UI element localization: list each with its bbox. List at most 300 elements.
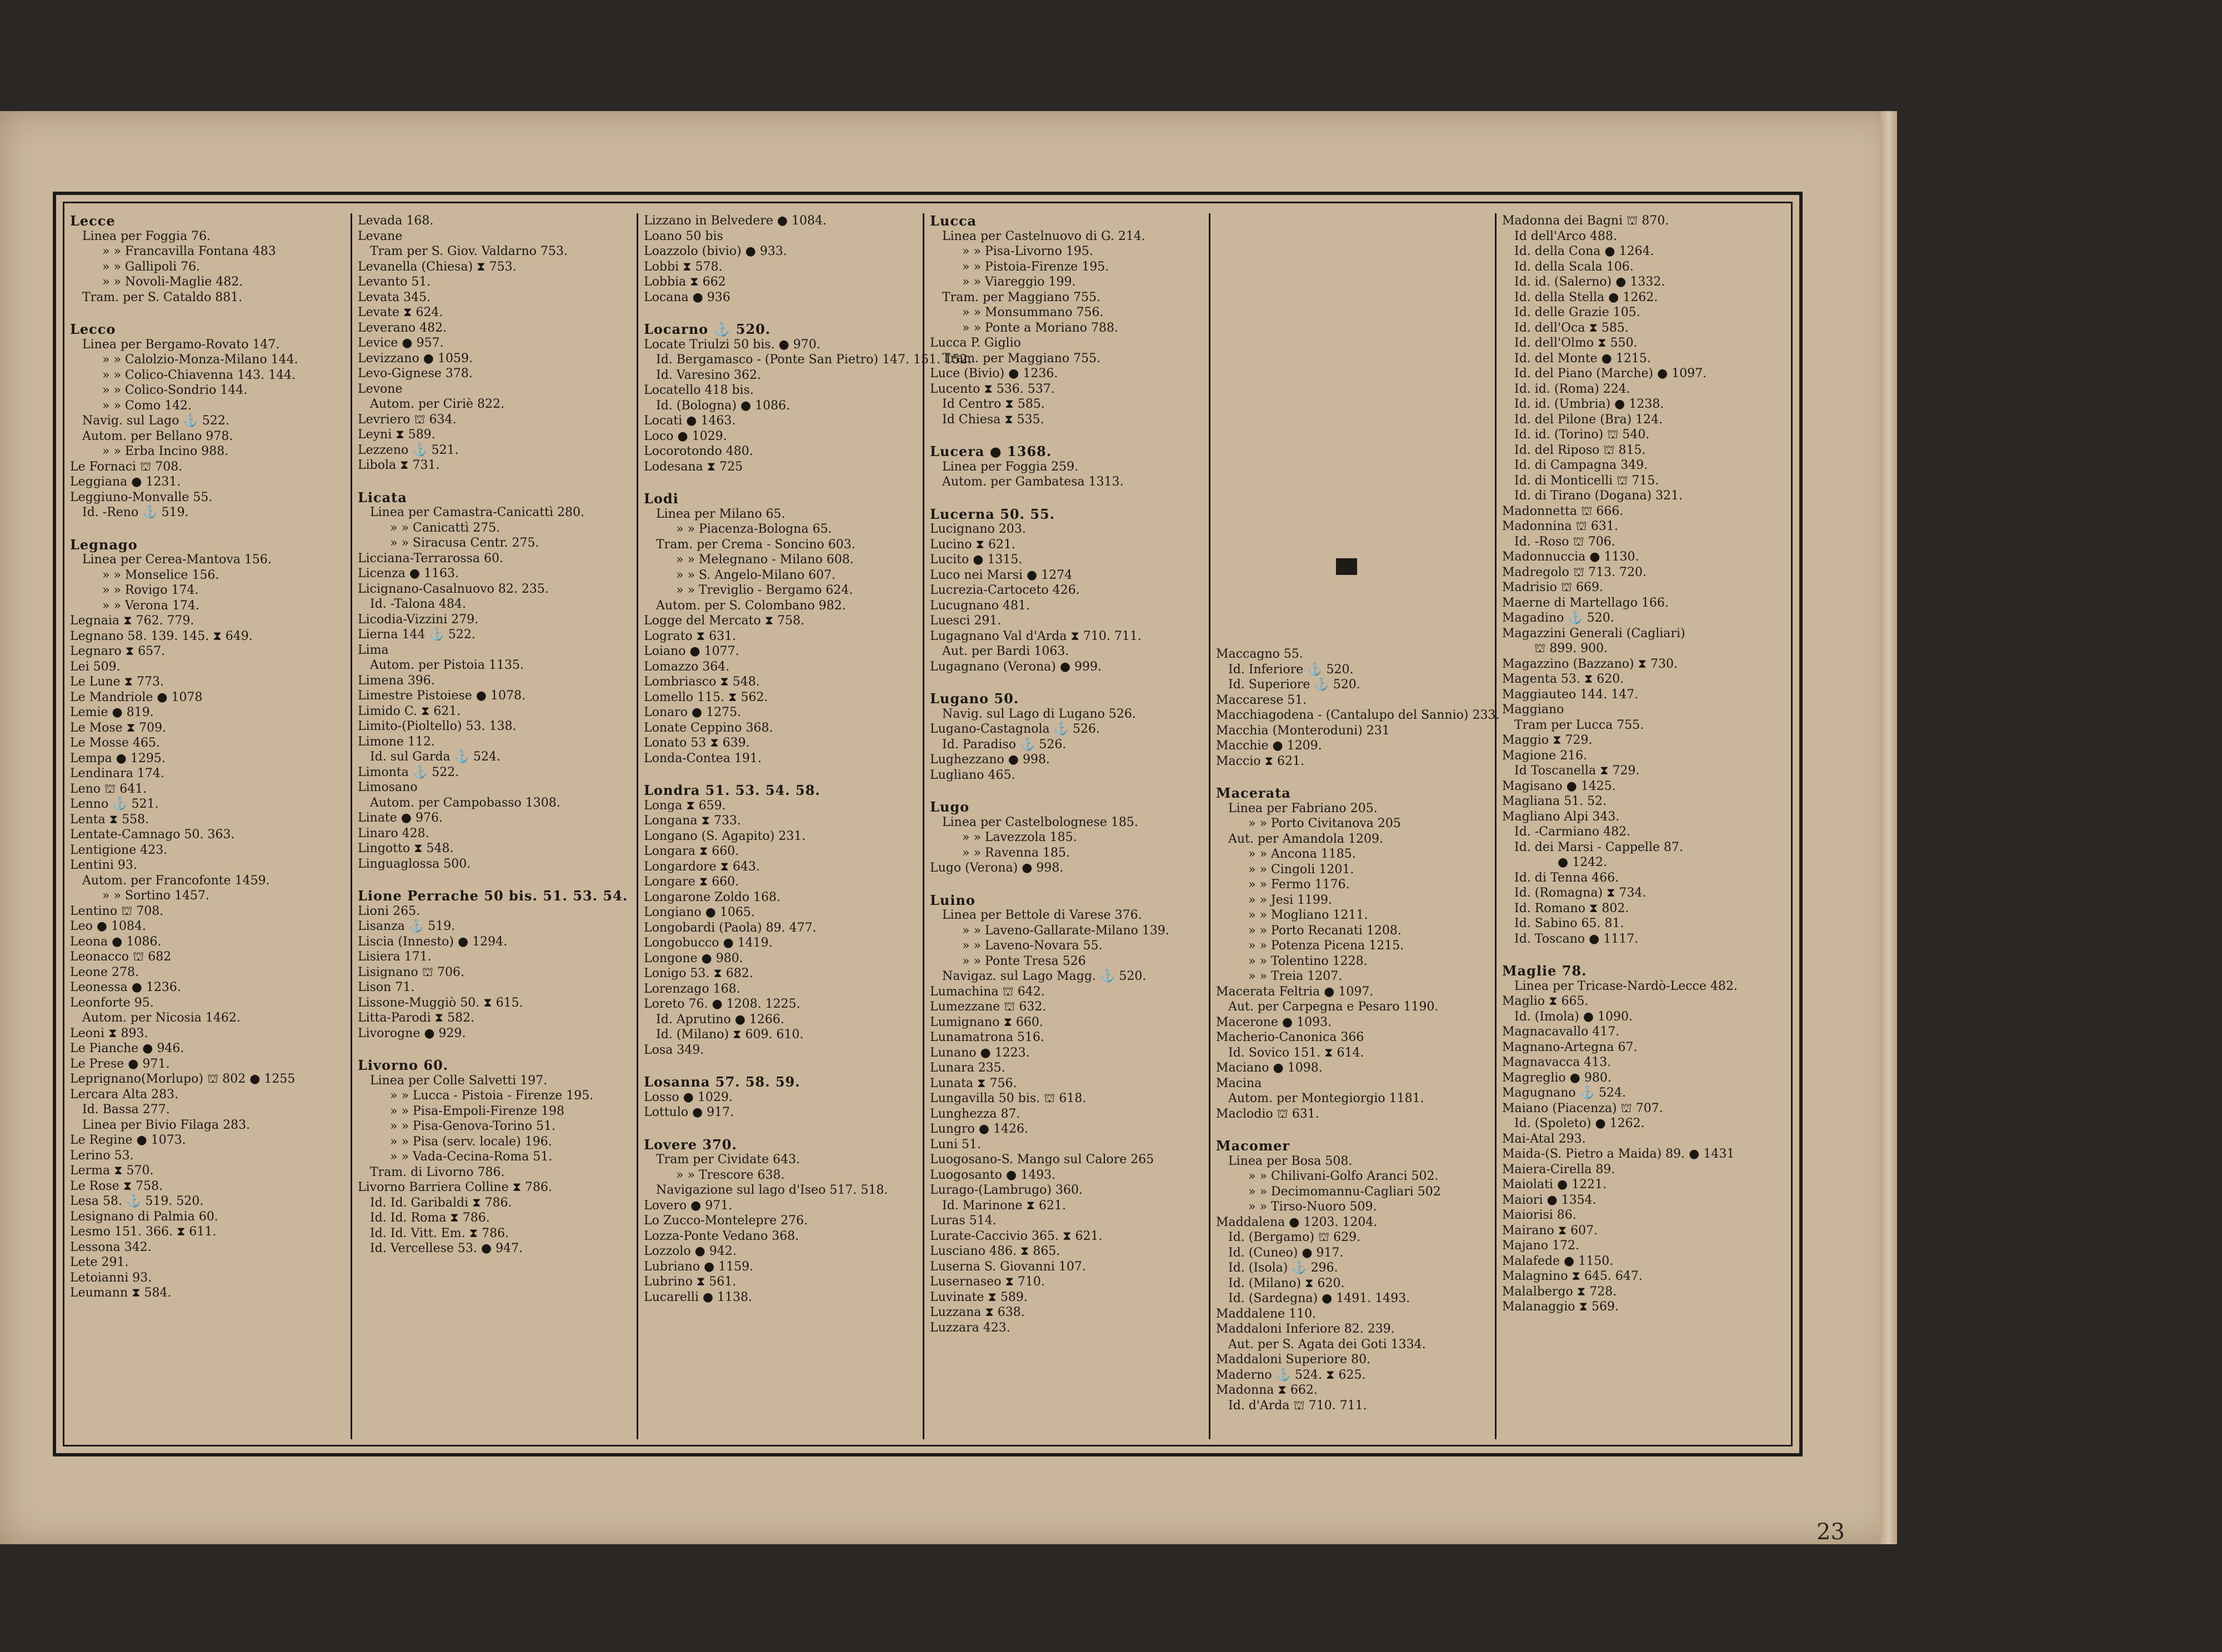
index-entry: Maida-(S. Pietro a Maida) 89. ● 1431 [1502, 1147, 1735, 1161]
index-entry: Locati ● 1463. [644, 414, 736, 428]
index-entry: Id. (Spoleto) ● 1262. [1514, 1117, 1645, 1130]
index-entry: Id. sul Garda ⚓ 524. [370, 750, 501, 764]
index-entry: Lunano ● 1223. [930, 1045, 1030, 1060]
index-entry: Lugo (Verona) ● 998. [930, 861, 1064, 875]
index-entry: Maggiauteo 144. 147. [1502, 687, 1639, 702]
index-entry: Lodesana ⧗ 725 [644, 459, 743, 474]
index-entry: Legnaro ⧗ 657. [70, 644, 166, 658]
index-entry: Id. Romano ⧗ 802. [1514, 901, 1629, 915]
index-entry: Lesa 58. ⚓ 519. 520. [70, 1194, 204, 1208]
book-page [0, 111, 1897, 1544]
index-entry: » » Como 142. [102, 398, 192, 413]
index-entry: Madonna dei Bagni ⛫ 870. [1502, 214, 1669, 228]
index-entry: » » Laveno-Novara 55. [962, 939, 1103, 953]
index-entry: Magugnano ⚓ 524. [1502, 1086, 1627, 1100]
index-entry: Lezzeno ⚓ 521. [358, 443, 459, 457]
index-entry: Limosano [358, 780, 418, 794]
index-entry: Id. di Tirano (Dogana) 321. [1514, 489, 1683, 503]
index-entry: Id Centro ⧗ 585. [942, 397, 1045, 411]
index-entry: Limena 396. [358, 673, 435, 688]
index-entry: » » Monsummano 756. [962, 306, 1104, 319]
index-entry: Le Lune ⧗ 773. [70, 675, 164, 689]
index-entry: Linea per Foggia 259. [942, 459, 1079, 474]
spacer [1216, 580, 1487, 597]
index-entry: » » Pisa-Livorno 195. [962, 244, 1093, 258]
index-entry: Le Fornaci ⛫ 708. [70, 459, 183, 474]
index-entry: Losa 349. [644, 1043, 704, 1057]
spacer [1216, 597, 1487, 613]
index-entry: » » S. Angelo-Milano 607. [676, 568, 836, 582]
index-entry: Tram per Lucca 755. [1514, 718, 1644, 732]
index-entry: Macchiagodena - (Cantalupo del Sannio) 233. [1216, 708, 1500, 722]
spacer [930, 490, 1200, 507]
index-entry: Linea per Foggia 76. [82, 229, 211, 243]
index-entry: Lioni 265. [358, 904, 421, 918]
index-entry: Tram. di Livorno 786. [370, 1165, 505, 1179]
index-entry: Id. (Milano) ⧗ 609. 610. [656, 1028, 804, 1042]
index-entry: Lozzolo ● 942. [644, 1244, 737, 1258]
index-entry: Id. id. (Umbria) ● 1238. [1514, 397, 1664, 411]
index-entry: » » Siracusa Centr. 275. [390, 536, 539, 550]
index-heading: Lucerna 50. 55. [930, 505, 1055, 522]
index-heading: Lecce [70, 213, 116, 229]
index-entry: Lessona 342. [70, 1240, 152, 1254]
spacer [1216, 330, 1487, 347]
index-entry: Maccarese 51. [1216, 693, 1307, 707]
index-entry: Luogosanto ● 1493. [930, 1168, 1056, 1182]
index-entry: Magazzini Generali (Cagliari) [1502, 626, 1685, 640]
index-entry: Lucito ● 1315. [930, 553, 1023, 567]
index-entry: Lendinara 174. [70, 767, 164, 780]
index-entry: Macerone ● 1093. [1216, 1015, 1332, 1029]
spacer [1216, 497, 1487, 513]
index-entry: Leona ● 1086. [70, 934, 162, 949]
index-entry: Licignano-Casalnuovo 82. 235. [358, 582, 549, 596]
spacer [1216, 230, 1487, 247]
index-heading: Locarno ⚓ 520. [644, 321, 771, 337]
index-entry: Levate ⧗ 624. [358, 306, 443, 319]
index-entry: Id. Bergamasco - (Ponte San Pietro) 147. 151. 152. [656, 353, 972, 367]
index-entry: Majano 172. [1502, 1239, 1579, 1253]
index-entry: Magliana 51. 52. [1502, 794, 1607, 808]
index-entry: Aut. per Amandola 1209. [1228, 832, 1383, 846]
index-entry: Lomello 115. ⧗ 562. [644, 690, 768, 704]
index-entry: Macina [1216, 1076, 1262, 1090]
index-entry: Id. -Reno ⚓ 519. [82, 505, 189, 519]
index-entry: Navigaz. sul Lago Magg. ⚓ 520. [942, 969, 1147, 983]
spacer [1216, 313, 1487, 330]
index-entry: Lurago-(Lambrugo) 360. [930, 1183, 1083, 1197]
index-entry: » » Calolzio-Monza-Milano 144. [102, 353, 298, 367]
index-entry: Linea per Milano 65. [656, 507, 785, 521]
spacer [358, 473, 628, 490]
index-entry: Id. -Talona 484. [370, 597, 467, 611]
index-entry: » » Jesi 1199. [1248, 893, 1333, 907]
index-entry: Maiera-Cirella 89. [1502, 1162, 1615, 1177]
index-entry: Lizzano in Belvedere ● 1084. [644, 214, 827, 228]
index-heading: Lugano 50. [930, 690, 1019, 707]
index-entry: » » Trescore 638. [676, 1168, 785, 1182]
index-entry: » » Fermo 1176. [1248, 878, 1350, 892]
spacer [1216, 630, 1487, 647]
index-entry: » » Treia 1207. [1248, 969, 1343, 983]
index-entry: Luce (Bivio) ● 1236. [930, 367, 1058, 381]
spacer [930, 674, 1200, 691]
index-entry: » » Pisa (serv. locale) 196. [390, 1134, 552, 1149]
index-heading: Losanna 57. 58. 59. [644, 1074, 800, 1090]
index-entry: Madonna ⧗ 662. [1216, 1383, 1318, 1397]
index-entry: Linea per Castelnuovo di G. 214. [942, 229, 1145, 243]
index-column-2 [351, 213, 634, 1439]
index-entry: Longobardi (Paola) 89. 477. [644, 920, 817, 935]
index-entry: Lumezzane ⛫ 632. [930, 1000, 1047, 1014]
index-entry: Lunara 235. [930, 1061, 1005, 1075]
index-entry: Luesci 291. [930, 614, 1002, 628]
index-heading: Legnago [70, 536, 138, 553]
index-entry: Linate ● 976. [358, 811, 443, 825]
index-entry: Lorenzago 168. [644, 982, 740, 996]
index-entry: Lonato 53 ⧗ 639. [644, 736, 750, 750]
index-entry: Linea per Colle Salvetti 197. [370, 1073, 548, 1088]
index-entry: Maggio ⧗ 729. [1502, 733, 1593, 747]
index-entry: Linea per Bettole di Varese 376. [942, 908, 1142, 922]
index-entry: Id. Paradiso ⚓ 526. [942, 737, 1067, 752]
index-entry: Id Chiesa ⧗ 535. [942, 412, 1044, 427]
index-entry: » » Tirso-Nuoro 509. [1248, 1200, 1377, 1214]
index-entry: Levo-Gignese 378. [358, 367, 473, 381]
spacer [1216, 413, 1487, 430]
index-entry: Lemie ● 819. [70, 705, 154, 719]
index-entry: Lubriano ● 1159. [644, 1259, 754, 1274]
index-entry: Maccio ⧗ 621. [1216, 754, 1304, 768]
index-entry: Levada 168. [358, 214, 434, 228]
index-entry: Leggiana ● 1231. [70, 475, 181, 489]
index-entry: Lombriasco ⧗ 548. [644, 675, 760, 689]
index-entry: Aut. per S. Agata dei Goti 1334. [1228, 1337, 1426, 1351]
index-entry: Lison 71. [358, 980, 415, 994]
index-entry: Maiori ● 1354. [1502, 1193, 1597, 1207]
index-entry: Lucugnano 481. [930, 598, 1030, 613]
page-frame [53, 192, 1803, 1456]
spacer [1502, 947, 1778, 963]
index-entry: » » Decimomannu-Cagliari 502 [1248, 1184, 1441, 1199]
index-entry: Magnacavallo 417. [1502, 1025, 1620, 1039]
index-entry: » » Lucca - Pistoia - Firenze 195. [390, 1089, 594, 1103]
index-entry: » » Potenza Picena 1215. [1248, 939, 1404, 953]
index-entry: Id. delle Grazie 105. [1514, 306, 1640, 319]
index-entry: Lentini 93. [70, 858, 137, 872]
index-entry: Id Toscanella ⧗ 729. [1514, 764, 1640, 778]
index-entry: Madonnetta ⛫ 666. [1502, 504, 1624, 518]
index-entry: Autom. per Gambatesa 1313. [942, 475, 1124, 489]
index-entry: Liscia (Innesto) ● 1294. [358, 934, 508, 949]
index-entry: Levata 345. [358, 290, 431, 304]
index-entry: Tram per S. Giov. Valdarno 753. [370, 244, 568, 258]
index-entry: Lunata ⧗ 756. [930, 1076, 1017, 1090]
spacer [358, 1041, 628, 1058]
index-entry: Leonacco ⛫ 682 [70, 950, 172, 964]
index-entry: Id. d'Arda ⛫ 710. 711. [1228, 1398, 1367, 1413]
index-entry: Maiano (Piacenza) ⛫ 707. [1502, 1101, 1663, 1115]
index-entry: Levizzano ● 1059. [358, 351, 473, 366]
index-entry: Linea per Camastra-Canicattì 280. [370, 505, 584, 519]
index-heading: Maglie 78. [1502, 963, 1587, 979]
spacer [930, 427, 1200, 444]
index-entry: Tram. per Crema - Soncino 603. [656, 537, 855, 552]
index-entry: Madrisio ⛫ 669. [1502, 580, 1604, 594]
index-entry: Aut. per Bardi 1063. [942, 644, 1069, 658]
index-entry: Lonate Ceppino 368. [644, 720, 773, 735]
index-entry: Linea per Bergamo-Rovato 147. [82, 337, 280, 352]
index-entry: Livorno Barriera Colline ⧗ 786. [358, 1180, 553, 1194]
index-entry: Linaro 428. [358, 826, 429, 840]
index-entry: Lucento ⧗ 536. 537. [930, 382, 1055, 396]
index-entry: Id. Toscano ● 1117. [1514, 932, 1639, 946]
index-entry: Lesmo 151. 366. ⧗ 611. [70, 1225, 217, 1239]
index-entry: Id. id. (Roma) 224. [1514, 382, 1630, 396]
index-entry: Limito-(Pioltello) 53. 138. [358, 719, 517, 733]
index-entry: Id. di Tenna 466. [1514, 870, 1619, 885]
index-entry: Id. (Milano) ⧗ 620. [1228, 1276, 1345, 1290]
index-heading: Livorno 60. [358, 1057, 449, 1073]
index-entry: » » Tolentino 1228. [1248, 954, 1368, 968]
index-entry: Levice ● 957. [358, 336, 444, 350]
index-entry: Id. Vercellese 53. ● 947. [370, 1241, 523, 1255]
index-entry: Luserna S. Giovanni 107. [930, 1259, 1086, 1274]
spacer [644, 474, 914, 491]
index-entry: Luzzara 423. [930, 1320, 1010, 1335]
index-entry: Malanaggio ⧗ 569. [1502, 1300, 1619, 1314]
spacer [1216, 213, 1487, 230]
index-entry: Lugliano 465. [930, 768, 1015, 782]
page-number: 23 [1816, 1519, 1845, 1545]
index-entry: Id. Id. Garibaldi ⧗ 786. [370, 1195, 512, 1210]
index-entry: Leprignano(Morlupo) ⛫ 802 ● 1255 [70, 1072, 296, 1086]
index-entry: Id. della Cona ● 1264. [1514, 244, 1654, 258]
index-entry: Maerne di Martellago 166. [1502, 595, 1669, 610]
index-entry: Luogosano-S. Mango sul Calore 265 [930, 1153, 1154, 1167]
index-entry: Madregolo ⛫ 713. 720. [1502, 565, 1647, 579]
index-entry: Lograto ⧗ 631. [644, 629, 737, 643]
index-entry: Macchia (Monteroduni) 231 [1216, 723, 1390, 738]
index-entry: Leone 278. [70, 965, 139, 979]
index-entry: Letoianni 93. [70, 1270, 152, 1285]
index-entry: Limone 112. [358, 734, 435, 749]
index-entry: Le Rose ⧗ 758. [70, 1179, 163, 1193]
spacer [1216, 613, 1487, 630]
index-entry: Levanella (Chiesa) ⧗ 753. [358, 259, 517, 274]
index-entry: Id. id. (Torino) ⛫ 540. [1514, 428, 1650, 442]
index-entry: Lobbi ⧗ 578. [644, 259, 723, 274]
index-entry: Lucrezia-Cartoceto 426. [930, 583, 1080, 597]
index-entry: Longara ⧗ 660. [644, 844, 739, 858]
index-entry: Linea per Fabriano 205. [1228, 801, 1378, 815]
index-entry: » » Ravenna 185. [962, 845, 1070, 860]
index-entry: Le Regine ● 1073. [70, 1133, 186, 1147]
index-entry: Maggiano [1502, 703, 1564, 717]
spacer [644, 305, 914, 322]
index-entry: Id. (Bologna) ● 1086. [656, 398, 790, 413]
index-entry: Lungro ● 1426. [930, 1122, 1028, 1136]
index-entry: Lonigo 53. ⧗ 682. [644, 967, 753, 980]
index-entry: Mai-Atal 293. [1502, 1132, 1586, 1146]
index-entry: Legnano 58. 139. 145. ⧗ 649. [70, 629, 253, 643]
index-entry: Id. della Stella ● 1262. [1514, 290, 1658, 304]
index-entry: Autom. per Bellano 978. [82, 429, 233, 443]
index-entry: Madonnina ⛫ 631. [1502, 519, 1618, 533]
index-entry: Tram per Cividate 643. [656, 1153, 800, 1167]
index-entry: Lusciano 486. ⧗ 865. [930, 1244, 1060, 1258]
index-entry: Lottulo ● 917. [644, 1105, 734, 1119]
index-entry: » » Sortino 1457. [102, 889, 210, 903]
index-entry: Lerino 53. [70, 1148, 134, 1163]
index-entry: Longone ● 980. [644, 951, 743, 965]
spacer [1216, 430, 1487, 447]
spacer [1216, 297, 1487, 313]
spacer [1216, 447, 1487, 463]
index-entry: Id dell'Arco 488. [1514, 229, 1617, 243]
spacer [930, 783, 1200, 799]
index-entry: » » Monselice 156. [102, 568, 219, 582]
index-entry: Navigazione sul lago d'Iseo 517. 518. [656, 1183, 888, 1197]
index-column-4 [923, 213, 1206, 1439]
index-entry: Loiano ● 1077. [644, 644, 739, 658]
index-entry: Id. Id. Vitt. Em. ⧗ 786. [370, 1226, 509, 1240]
index-entry: Lercara Alta 283. [70, 1087, 179, 1102]
index-entry: Lentino ⛫ 708. [70, 904, 164, 918]
index-entry: Lunamatrona 516. [930, 1030, 1044, 1044]
index-entry: Magisano ● 1425. [1502, 779, 1616, 793]
index-entry: Id. (Imola) ● 1090. [1514, 1009, 1633, 1024]
index-entry: Locatello 418 bis. [644, 383, 754, 397]
index-column-5 [1209, 213, 1500, 1439]
index-entry: Licciana-Terrarossa 60. [358, 551, 503, 565]
index-entry: Lusernaseo ⧗ 710. [930, 1275, 1045, 1289]
index-entry: Limido C. ⧗ 621. [358, 704, 461, 718]
index-entry: Leumann ⧗ 584. [70, 1286, 172, 1300]
index-entry: Lomazzo 364. [644, 659, 730, 674]
spacer [1216, 380, 1487, 397]
index-entry: Malagnino ⧗ 645. 647. [1502, 1269, 1643, 1283]
index-entry: Lesignano di Palmia 60. [70, 1209, 218, 1224]
index-entry: Id. di Monticelli ⛫ 715. [1514, 473, 1659, 488]
index-entry: » » Porto Recanati 1208. [1248, 923, 1402, 938]
index-entry: Livorogne ● 929. [358, 1026, 466, 1040]
spacer [1216, 347, 1487, 363]
index-entry: Luras 514. [930, 1214, 997, 1228]
index-entry: » » Piacenza-Bologna 65. [676, 522, 832, 536]
index-entry: Losso ● 1029. [644, 1090, 733, 1104]
index-entry: Autom. per Nicosia 1462. [82, 1011, 241, 1025]
index-heading: Lione Perrache 50 bis. 51. 53. 54. [358, 888, 628, 904]
index-entry: Maclodio ⛫ 631. [1216, 1107, 1319, 1121]
index-entry: Maglio ⧗ 665. [1502, 994, 1589, 1008]
spacer [1216, 1122, 1487, 1138]
spacer [358, 872, 628, 888]
index-entry: Tram. per Maggiano 755. [942, 351, 1101, 366]
index-heading: Lugo [930, 799, 970, 815]
index-entry: Lucino ⧗ 621. [930, 537, 1015, 552]
index-entry: Luvinate ⧗ 589. [930, 1290, 1028, 1304]
index-entry: Longobucco ● 1419. [644, 936, 773, 950]
index-entry: Levriero ⛫ 634. [358, 412, 457, 427]
index-entry: Id. di Campagna 349. [1514, 458, 1648, 472]
index-heading: Lucca [930, 213, 977, 229]
index-entry: Lentate-Camnago 50. 363. [70, 828, 235, 842]
index-entry: Mairano ⧗ 607. [1502, 1223, 1598, 1238]
index-entry: Lei 509. [70, 659, 121, 674]
index-entry: Lucarelli ● 1138. [644, 1290, 753, 1304]
index-entry: Lurate-Caccivio 365. ⧗ 621. [930, 1229, 1103, 1243]
spacer [930, 876, 1200, 893]
index-entry: » » Ponte Tresa 526 [962, 954, 1086, 968]
index-entry: Lubrino ⧗ 561. [644, 1275, 737, 1289]
index-entry: Linea per Cerea-Mantova 156. [82, 553, 272, 567]
index-entry: » » Pisa-Empoli-Firenze 198 [390, 1104, 564, 1118]
index-entry: Id. Inferiore ⚓ 520. [1228, 662, 1354, 677]
index-entry: Tram. per Maggiano 755. [942, 290, 1101, 304]
index-entry: Macherio-Canonica 366 [1216, 1030, 1364, 1044]
index-entry: Malalbergo ⧗ 728. [1502, 1284, 1617, 1299]
index-entry: Longano (S. Agapito) 231. [644, 829, 806, 843]
index-entry: Lo Zucco-Montelepre 276. [644, 1214, 808, 1228]
index-entry: » » Erba Incino 988. [102, 444, 229, 458]
index-entry: Lugagnano Val d'Arda ⧗ 710. 711. [930, 629, 1142, 643]
index-entry: » » Pistoia-Firenze 195. [962, 259, 1109, 274]
spacer [1216, 363, 1487, 380]
index-entry: Maciano ● 1098. [1216, 1061, 1323, 1075]
index-entry: Id. -Roso ⛫ 706. [1514, 534, 1615, 549]
index-entry: ⛫ 899. 900. [1534, 642, 1608, 655]
index-entry: Le Mandriole ● 1078 [70, 690, 203, 704]
index-entry: Lumignano ⧗ 660. [930, 1015, 1043, 1029]
index-entry: Magnavacca 413. [1502, 1055, 1612, 1069]
index-columns [64, 203, 1791, 1445]
index-entry: Maiorisi 86. [1502, 1208, 1577, 1222]
index-entry: Longiano ● 1065. [644, 905, 755, 919]
index-entry: Licenza ● 1163. [358, 567, 459, 580]
index-entry: Lungavilla 50 bis. ⛫ 618. [930, 1092, 1087, 1105]
index-entry: Le Mosse 465. [70, 736, 160, 750]
index-entry: Id. (Bergamo) ⛫ 629. [1228, 1230, 1361, 1244]
index-entry: Madonnuccia ● 1130. [1502, 550, 1639, 564]
index-entry: Linea per Castelbolognese 185. [942, 815, 1138, 829]
index-entry: Autom. per Francofonte 1459. [82, 873, 270, 888]
index-entry: Locana ● 936 [644, 290, 730, 304]
index-entry: Longana ⧗ 733. [644, 814, 741, 828]
index-entry: Limonta ⚓ 522. [358, 765, 459, 779]
index-column-6 [1495, 213, 1784, 1439]
index-entry: Magreglio ● 980. [1502, 1070, 1612, 1085]
index-entry: Lughezzano ● 998. [930, 753, 1050, 767]
index-entry: » » Mogliano 1211. [1248, 908, 1368, 922]
index-entry: Id. (Cuneo) ● 917. [1228, 1245, 1344, 1260]
index-entry: Locate Triulzi 50 bis. ● 970. [644, 337, 820, 352]
index-heading: Macomer [1216, 1138, 1290, 1154]
index-entry: » » Chilivani-Golfo Aranci 502. [1248, 1169, 1439, 1183]
index-entry: Locorotondo 480. [644, 444, 753, 458]
index-entry: » » Gallipoli 76. [102, 259, 201, 274]
index-entry: Levone [358, 382, 403, 396]
index-entry: Longare ⧗ 660. [644, 875, 739, 889]
index-entry: Legnaia ⧗ 762. 779. [70, 614, 194, 628]
index-entry: Limestre Pistoiese ● 1078. [358, 689, 526, 703]
index-entry: Litta-Parodi ⧗ 582. [358, 1011, 475, 1025]
index-entry: Lunghezza 87. [930, 1107, 1020, 1121]
index-entry: Lovero ● 971. [644, 1198, 733, 1213]
index-entry: Magazzino (Bazzano) ⧗ 730. [1502, 657, 1678, 671]
index-entry: Aut. per Carpegna e Pesaro 1190. [1228, 1000, 1439, 1014]
